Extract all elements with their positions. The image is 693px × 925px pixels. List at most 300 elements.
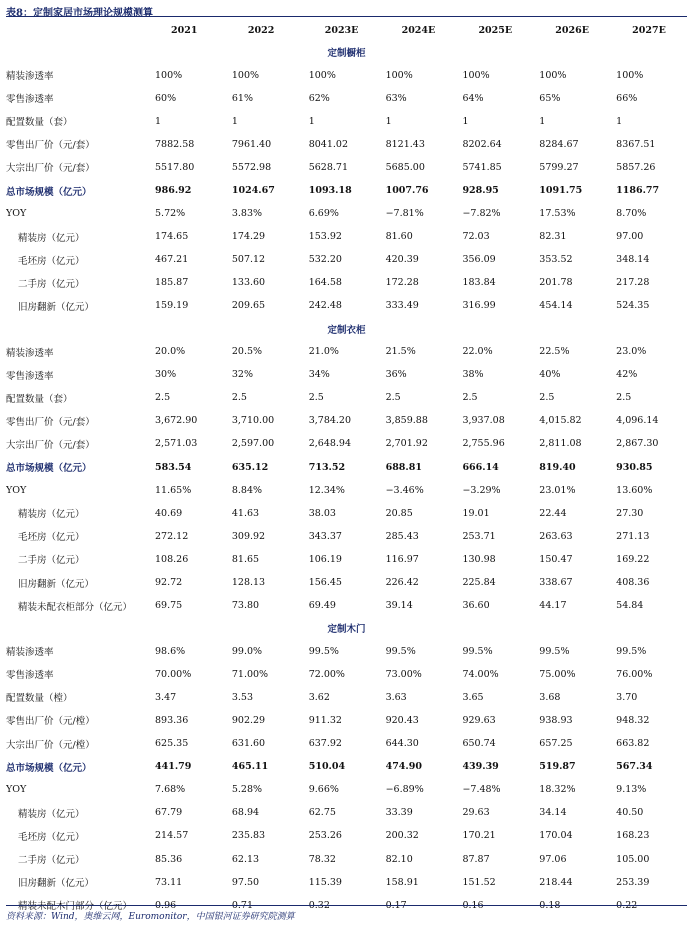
row-label: 配置数量（套） bbox=[6, 117, 73, 129]
table-cell: 82.10 bbox=[385, 853, 413, 865]
table-cell: 170.21 bbox=[462, 830, 496, 842]
table-cell: 9.13% bbox=[616, 784, 647, 796]
table-cell: 930.85 bbox=[616, 461, 653, 473]
table-cell: 9.66% bbox=[308, 784, 339, 796]
table-cell: 60% bbox=[155, 92, 177, 104]
table-cell: 116.97 bbox=[385, 553, 419, 565]
table-cell: 8367.51 bbox=[616, 138, 656, 150]
table-row bbox=[6, 133, 687, 156]
table-cell: 285.43 bbox=[385, 530, 419, 542]
table-cell: 3,937.08 bbox=[462, 415, 505, 427]
table-cell: 99.5% bbox=[539, 645, 570, 657]
row-label: 旧房翻新（亿元） bbox=[18, 578, 95, 590]
table-cell: 8041.02 bbox=[308, 138, 349, 150]
table-row bbox=[6, 871, 687, 894]
table-cell: 2.5 bbox=[231, 392, 247, 404]
header-year: 2026E bbox=[555, 24, 589, 36]
table-cell: 38.03 bbox=[308, 507, 336, 519]
table-cell: 72.03 bbox=[462, 231, 490, 243]
table-cell: 688.81 bbox=[385, 461, 422, 473]
table-cell: 3.68 bbox=[539, 691, 561, 703]
table-cell: 38% bbox=[462, 369, 484, 381]
table-cell: 2.5 bbox=[385, 392, 401, 404]
table-cell: −7.82% bbox=[462, 208, 501, 220]
table-cell: 920.43 bbox=[385, 714, 419, 726]
table-cell: 3,784.20 bbox=[308, 415, 352, 427]
table-cell: 5.28% bbox=[231, 784, 263, 796]
section-header-row bbox=[6, 617, 687, 640]
table-row bbox=[6, 663, 687, 686]
table-row bbox=[6, 156, 687, 179]
table-cell: 657.25 bbox=[539, 738, 573, 750]
table-cell: 39.14 bbox=[385, 600, 413, 612]
table-row bbox=[6, 502, 687, 525]
table-cell: 22.44 bbox=[539, 507, 567, 519]
table-cell: 158.91 bbox=[385, 876, 419, 888]
table-title: 表8：定制家居市场理论规模测算 bbox=[6, 8, 153, 19]
table-cell: 22.5% bbox=[539, 346, 570, 358]
table-row bbox=[6, 548, 687, 571]
table-cell: 62% bbox=[308, 92, 330, 104]
table-cell: 105.00 bbox=[616, 853, 650, 865]
row-label: 配置数量（樘） bbox=[6, 693, 73, 705]
table-cell: 108.26 bbox=[155, 553, 189, 565]
table-cell: 99.5% bbox=[385, 645, 416, 657]
table-cell: 42% bbox=[616, 369, 638, 381]
table-cell: 174.65 bbox=[155, 231, 189, 243]
table-cell: 510.04 bbox=[308, 761, 346, 773]
table-cell: 29.63 bbox=[462, 807, 490, 819]
table-cell: 5.72% bbox=[155, 208, 186, 220]
section-title: 定制橱柜 bbox=[327, 48, 366, 60]
table-cell: 3.53 bbox=[231, 691, 254, 703]
table-cell: 5517.80 bbox=[155, 161, 195, 173]
table-cell: 1 bbox=[231, 115, 238, 127]
market-size-table bbox=[6, 19, 687, 917]
table-cell: 316.99 bbox=[462, 300, 496, 312]
table-cell: 34.14 bbox=[539, 807, 567, 819]
table-row bbox=[6, 363, 687, 386]
table-cell: 0.17 bbox=[385, 899, 407, 911]
table-cell: 309.92 bbox=[231, 530, 266, 542]
table-cell: 69.49 bbox=[308, 600, 336, 612]
table-cell: 0.96 bbox=[155, 899, 177, 911]
table-cell: 62.13 bbox=[231, 853, 260, 865]
table-cell: 62.75 bbox=[308, 807, 336, 819]
table-cell: 1007.76 bbox=[385, 185, 429, 197]
top-rule bbox=[6, 16, 687, 17]
table-cell: 2.5 bbox=[308, 392, 324, 404]
table-cell: 253.39 bbox=[616, 876, 650, 888]
table-row bbox=[6, 732, 687, 755]
table-cell: 81.65 bbox=[231, 553, 260, 565]
table-cell: 100% bbox=[539, 69, 567, 81]
table-cell: 106.19 bbox=[308, 553, 342, 565]
table-cell: 21.0% bbox=[308, 346, 339, 358]
row-label: 精装房（亿元） bbox=[18, 509, 85, 521]
table-cell: 0.16 bbox=[462, 899, 484, 911]
row-label: 总市场规模（亿元） bbox=[6, 463, 92, 475]
row-label: 二手房（亿元） bbox=[18, 278, 85, 290]
row-label: 总市场规模（亿元） bbox=[6, 762, 92, 774]
table-cell: 18.32% bbox=[539, 784, 576, 796]
table-cell: 666.14 bbox=[462, 461, 499, 473]
table-row bbox=[6, 801, 687, 824]
table-cell: 185.87 bbox=[155, 277, 189, 289]
table-cell: 253.26 bbox=[308, 830, 342, 842]
table-cell: 507.12 bbox=[231, 254, 266, 266]
table-cell: 272.12 bbox=[155, 530, 189, 542]
table-cell: 928.95 bbox=[462, 185, 499, 197]
table-cell: 97.06 bbox=[539, 853, 567, 865]
table-cell: 130.98 bbox=[462, 553, 496, 565]
table-cell: 1 bbox=[539, 115, 546, 127]
table-cell: 64% bbox=[462, 92, 484, 104]
table-cell: 73.11 bbox=[155, 876, 183, 888]
table-cell: 218.44 bbox=[539, 876, 573, 888]
table-row bbox=[6, 432, 687, 455]
table-cell: 100% bbox=[155, 69, 183, 81]
table-cell: −7.81% bbox=[385, 208, 424, 220]
table-cell: 183.84 bbox=[462, 277, 496, 289]
row-label: 零售渗透率 bbox=[6, 94, 54, 106]
table-cell: 465.11 bbox=[231, 761, 269, 773]
table-cell: 68.94 bbox=[231, 807, 260, 819]
header-year: 2022 bbox=[247, 24, 275, 36]
table-cell: 72.00% bbox=[308, 668, 345, 680]
row-label: YOY bbox=[6, 484, 27, 496]
table-cell: 474.90 bbox=[385, 761, 422, 773]
table-cell: 99.5% bbox=[308, 645, 339, 657]
table-row bbox=[6, 456, 687, 479]
table-cell: 17.53% bbox=[539, 208, 576, 220]
row-label: 总市场规模（亿元） bbox=[6, 186, 92, 198]
header-year: 2021 bbox=[171, 24, 198, 36]
table-row bbox=[6, 640, 687, 663]
row-label: 二手房（亿元） bbox=[18, 855, 85, 867]
row-label: 精装未配衣柜部分（亿元） bbox=[18, 601, 133, 613]
table-cell: 2.5 bbox=[539, 392, 555, 404]
table-cell: 156.45 bbox=[308, 577, 342, 589]
table-cell: 201.78 bbox=[539, 277, 573, 289]
table-row bbox=[6, 294, 687, 317]
table-cell: 54.84 bbox=[616, 600, 644, 612]
table-cell: 263.63 bbox=[539, 530, 573, 542]
table-cell: 1 bbox=[385, 115, 392, 127]
row-label: 大宗出厂价（元/套） bbox=[6, 163, 95, 175]
header-year: 2023E bbox=[324, 24, 359, 36]
row-label: 毛坯房（亿元） bbox=[18, 255, 85, 267]
table-cell: 11.65% bbox=[155, 484, 192, 496]
row-label: 精装渗透率 bbox=[6, 347, 54, 359]
table-cell: 253.71 bbox=[462, 530, 496, 542]
table-cell: 40.69 bbox=[155, 507, 183, 519]
table-row bbox=[6, 225, 687, 248]
table-cell: 23.0% bbox=[616, 346, 647, 358]
table-cell: 65% bbox=[539, 92, 561, 104]
table-cell: 1 bbox=[155, 115, 162, 127]
table-cell: 713.52 bbox=[308, 461, 346, 473]
table-row bbox=[6, 778, 687, 801]
table-row bbox=[6, 110, 687, 133]
table-cell: 0.71 bbox=[231, 899, 254, 911]
row-label: 精装房（亿元） bbox=[18, 808, 85, 820]
table-cell: 168.23 bbox=[616, 830, 650, 842]
table-cell: 8202.64 bbox=[462, 138, 502, 150]
table-cell: 235.83 bbox=[231, 830, 266, 842]
table-cell: −3.29% bbox=[462, 484, 501, 496]
table-cell: 3.63 bbox=[385, 691, 407, 703]
table-cell: 0.22 bbox=[616, 899, 638, 911]
table-cell: 92.72 bbox=[155, 577, 183, 589]
table-cell: 948.32 bbox=[616, 714, 650, 726]
table-cell: 150.47 bbox=[539, 553, 573, 565]
table-cell: 27.30 bbox=[616, 507, 644, 519]
table-row bbox=[6, 87, 687, 110]
row-label: 精装未配木门部分（亿元） bbox=[18, 901, 133, 913]
table-cell: 99.0% bbox=[231, 645, 263, 657]
table-cell: 902.29 bbox=[231, 714, 266, 726]
row-label: 毛坯房（亿元） bbox=[18, 532, 85, 544]
table-cell: 1186.77 bbox=[616, 185, 660, 197]
table-row bbox=[6, 179, 687, 202]
table-cell: 69.75 bbox=[155, 600, 183, 612]
table-cell: 3.47 bbox=[155, 691, 177, 703]
table-cell: 19.01 bbox=[462, 507, 490, 519]
table-cell: 100% bbox=[231, 69, 260, 81]
row-label: 毛坯房（亿元） bbox=[18, 831, 85, 843]
row-label: 大宗出厂价（元/套） bbox=[6, 439, 95, 451]
table-cell: 650.74 bbox=[462, 738, 496, 750]
table-cell: 99.5% bbox=[616, 645, 647, 657]
table-cell: 631.60 bbox=[231, 738, 266, 750]
table-cell: 567.34 bbox=[616, 761, 653, 773]
table-cell: 30% bbox=[155, 369, 177, 381]
table-cell: 348.14 bbox=[616, 254, 650, 266]
table-cell: 20.0% bbox=[155, 346, 186, 358]
table-cell: 85.36 bbox=[155, 853, 183, 865]
table-cell: 343.37 bbox=[308, 530, 342, 542]
table-row bbox=[6, 709, 687, 732]
table-cell: 4,096.14 bbox=[616, 415, 659, 427]
table-cell: 637.92 bbox=[308, 738, 342, 750]
table-row bbox=[6, 571, 687, 594]
table-cell: 242.48 bbox=[308, 300, 342, 312]
table-cell: 70.00% bbox=[155, 668, 192, 680]
table-cell: 625.35 bbox=[155, 738, 189, 750]
table-cell: 22.0% bbox=[462, 346, 493, 358]
table-cell: 338.67 bbox=[539, 577, 573, 589]
table-cell: 128.13 bbox=[231, 577, 266, 589]
table-cell: 663.82 bbox=[616, 738, 650, 750]
table-cell: 5857.26 bbox=[616, 161, 656, 173]
table-cell: 2,867.30 bbox=[616, 438, 659, 450]
table-cell: 78.32 bbox=[308, 853, 336, 865]
table-cell: 1093.18 bbox=[308, 185, 352, 197]
table-cell: 73.00% bbox=[385, 668, 422, 680]
table-cell: 5628.71 bbox=[308, 161, 349, 173]
table-cell: 986.92 bbox=[155, 185, 192, 197]
table-cell: 13.60% bbox=[616, 484, 653, 496]
table-row bbox=[6, 64, 687, 87]
section-title: 定制木门 bbox=[327, 624, 366, 636]
table-cell: 12.34% bbox=[308, 484, 345, 496]
table-cell: 73.80 bbox=[231, 600, 260, 612]
table-cell: 34% bbox=[308, 369, 330, 381]
row-label: 精装渗透率 bbox=[6, 71, 54, 83]
table-cell: 67.79 bbox=[155, 807, 183, 819]
section-header-row bbox=[6, 318, 687, 341]
table-cell: 911.32 bbox=[308, 714, 342, 726]
table-cell: 100% bbox=[616, 69, 644, 81]
table-cell: 1 bbox=[462, 115, 469, 127]
table-cell: 1091.75 bbox=[539, 185, 583, 197]
table-row bbox=[6, 340, 687, 363]
section-title: 定制衣柜 bbox=[327, 324, 366, 336]
table-cell: 225.84 bbox=[462, 577, 496, 589]
table-cell: 353.52 bbox=[539, 254, 573, 266]
table-cell: 100% bbox=[462, 69, 490, 81]
table-cell: 97.50 bbox=[231, 876, 260, 888]
table-cell: 5741.85 bbox=[462, 161, 502, 173]
table-cell: 217.28 bbox=[616, 277, 650, 289]
row-label: 精装渗透率 bbox=[6, 647, 54, 659]
section-header-row bbox=[6, 41, 687, 64]
header-year: 2027E bbox=[632, 24, 666, 36]
table-cell: 3,710.00 bbox=[231, 415, 275, 427]
table-cell: 3,672.90 bbox=[155, 415, 198, 427]
table-cell: 5685.00 bbox=[385, 161, 425, 173]
row-label: 零售渗透率 bbox=[6, 670, 54, 682]
table-cell: 441.79 bbox=[155, 761, 192, 773]
table-cell: 8284.67 bbox=[539, 138, 579, 150]
table-row bbox=[6, 248, 687, 271]
table-cell: 74.00% bbox=[462, 668, 499, 680]
table-cell: 2.5 bbox=[616, 392, 632, 404]
row-label: 精装房（亿元） bbox=[18, 232, 85, 244]
row-label: 零售出厂价（元/套） bbox=[6, 140, 95, 152]
table-row bbox=[6, 594, 687, 617]
table-cell: 356.09 bbox=[462, 254, 496, 266]
table-cell: 75.00% bbox=[539, 668, 576, 680]
table-cell: 467.21 bbox=[155, 254, 189, 266]
row-label: 二手房（亿元） bbox=[18, 555, 85, 567]
table-cell: 7882.58 bbox=[155, 138, 195, 150]
table-cell: 2,648.94 bbox=[308, 438, 352, 450]
table-cell: 2,701.92 bbox=[385, 438, 428, 450]
table-cell: 170.04 bbox=[539, 830, 573, 842]
table-cell: 226.42 bbox=[385, 577, 419, 589]
row-label: 旧房翻新（亿元） bbox=[18, 301, 95, 313]
table-cell: 8.70% bbox=[616, 208, 647, 220]
table-cell: 2,571.03 bbox=[155, 438, 198, 450]
table-cell: 81.60 bbox=[385, 231, 413, 243]
table-row bbox=[6, 848, 687, 871]
bottom-rule bbox=[6, 905, 687, 906]
table-cell: 44.17 bbox=[539, 600, 567, 612]
table-cell: 583.54 bbox=[155, 461, 192, 473]
table-cell: 2,597.00 bbox=[231, 438, 275, 450]
table-cell: 1 bbox=[308, 115, 315, 127]
table-row bbox=[6, 271, 687, 294]
header-row bbox=[6, 19, 687, 41]
table-cell: 8121.43 bbox=[385, 138, 425, 150]
table-cell: 0.32 bbox=[308, 899, 330, 911]
row-label: 大宗出厂价（元/樘） bbox=[6, 739, 95, 751]
table-cell: 454.14 bbox=[539, 300, 573, 312]
table-cell: 174.29 bbox=[231, 231, 266, 243]
table-row bbox=[6, 686, 687, 709]
table-cell: 32% bbox=[231, 369, 253, 381]
header-year: 2024E bbox=[401, 24, 436, 36]
table-row bbox=[6, 824, 687, 847]
row-label: 零售出厂价（元/樘） bbox=[6, 716, 95, 728]
table-cell: 2,811.08 bbox=[539, 438, 582, 450]
table-cell: 20.85 bbox=[385, 507, 413, 519]
table-cell: 61% bbox=[231, 92, 253, 104]
table-cell: 819.40 bbox=[539, 461, 576, 473]
table-cell: 71.00% bbox=[231, 668, 269, 680]
header-corner bbox=[6, 19, 149, 41]
table-cell: 40.50 bbox=[616, 807, 644, 819]
table-cell: 87.87 bbox=[462, 853, 490, 865]
row-label: 旧房翻新（亿元） bbox=[18, 878, 95, 890]
table-cell: 2.5 bbox=[462, 392, 478, 404]
table-cell: 76.00% bbox=[616, 668, 653, 680]
table-cell: 2,755.96 bbox=[462, 438, 505, 450]
table-cell: 209.65 bbox=[231, 300, 266, 312]
table-cell: 41.63 bbox=[231, 507, 260, 519]
table-cell: 271.13 bbox=[616, 530, 650, 542]
row-label: YOY bbox=[6, 784, 27, 796]
table-cell: −6.89% bbox=[385, 784, 424, 796]
table-cell: 100% bbox=[308, 69, 336, 81]
table-cell: 420.39 bbox=[385, 254, 419, 266]
table-cell: 635.12 bbox=[231, 461, 269, 473]
table-cell: 8.84% bbox=[231, 484, 263, 496]
table-cell: 40% bbox=[539, 369, 561, 381]
table-cell: 3.65 bbox=[462, 691, 484, 703]
table-cell: 63% bbox=[385, 92, 407, 104]
table-cell: 153.92 bbox=[308, 231, 342, 243]
table-cell: 3.62 bbox=[308, 691, 330, 703]
table-cell: 98.6% bbox=[155, 645, 186, 657]
table-cell: 115.39 bbox=[308, 876, 342, 888]
table-row bbox=[6, 755, 687, 778]
table-cell: −3.46% bbox=[385, 484, 424, 496]
table-cell: 20.5% bbox=[231, 346, 263, 358]
table-cell: 36.60 bbox=[462, 600, 490, 612]
row-label: 配置数量（套） bbox=[6, 393, 73, 405]
table-cell: 0.18 bbox=[539, 899, 561, 911]
table-cell: 524.35 bbox=[616, 300, 650, 312]
table-cell: 3,859.88 bbox=[385, 415, 428, 427]
source-note: 资料来源：Wind，奥维云网，Euromonitor，中国银河证券研究院测算 bbox=[6, 912, 295, 922]
table-cell: 333.49 bbox=[385, 300, 419, 312]
table-row bbox=[6, 525, 687, 548]
table-row bbox=[6, 202, 687, 225]
table-cell: 929.63 bbox=[462, 714, 496, 726]
table-row bbox=[6, 386, 687, 409]
row-label: 零售出厂价（元/套） bbox=[6, 416, 95, 428]
table-cell: 33.39 bbox=[385, 807, 413, 819]
table-cell: 5572.98 bbox=[231, 161, 272, 173]
table-cell: 23.01% bbox=[539, 484, 576, 496]
table-cell: 97.00 bbox=[616, 231, 644, 243]
table-cell: 159.19 bbox=[155, 300, 189, 312]
table-cell: 200.32 bbox=[385, 830, 419, 842]
table-cell: 519.87 bbox=[539, 761, 576, 773]
